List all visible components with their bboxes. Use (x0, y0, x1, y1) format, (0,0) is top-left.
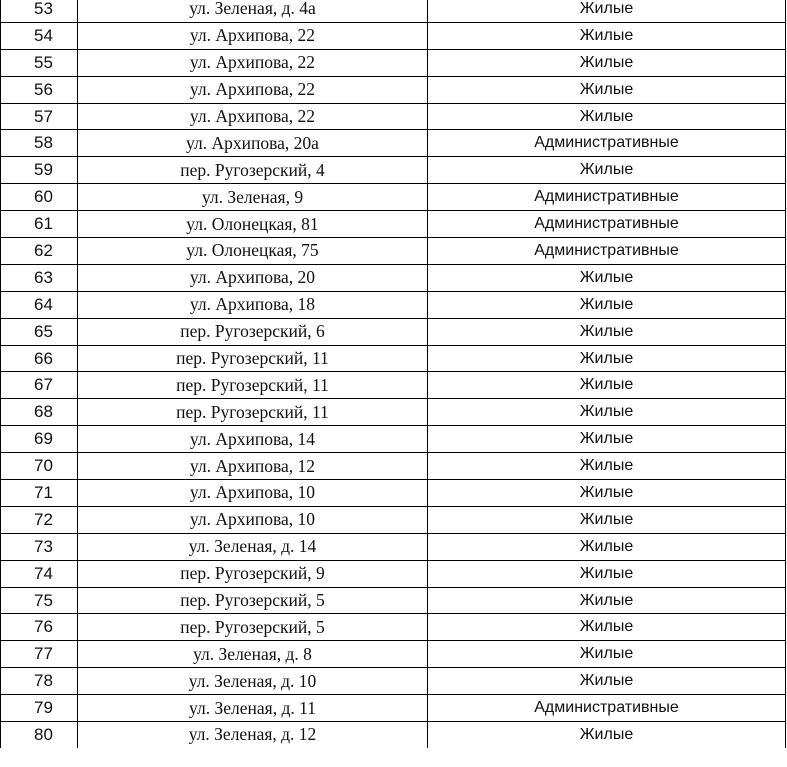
table-row (1, 49, 786, 76)
row-number-cell: 70 (1, 453, 78, 480)
building-type-cell: Жилые (428, 264, 786, 291)
table-row (1, 372, 786, 399)
address-cell: ул. Зеленая, д. 8 (78, 641, 428, 668)
address-cell: ул. Зеленая, д. 4а (78, 0, 428, 22)
row-number-cell: 75 (1, 587, 78, 614)
row-number-cell: 77 (1, 641, 78, 668)
building-type-cell: Жилые (428, 345, 786, 372)
address-cell: ул. Архипова, 20а (78, 130, 428, 157)
table-row (1, 453, 786, 480)
building-type-cell: Административные (428, 695, 786, 722)
row-number-cell: 54 (1, 22, 78, 49)
row-number-cell: 76 (1, 614, 78, 641)
building-type-cell: Жилые (428, 453, 786, 480)
building-type-cell: Жилые (428, 291, 786, 318)
building-type-cell: Жилые (428, 103, 786, 130)
table-row (1, 533, 786, 560)
building-type-cell: Жилые (428, 372, 786, 399)
table-row (1, 22, 786, 49)
building-type-cell: Административные (428, 184, 786, 211)
address-cell: ул. Архипова, 10 (78, 480, 428, 507)
address-cell: пер. Ругозерский, 11 (78, 345, 428, 372)
building-type-cell: Административные (428, 238, 786, 265)
table-row (1, 345, 786, 372)
row-number-cell: 73 (1, 533, 78, 560)
row-number-cell: 69 (1, 426, 78, 453)
address-cell: пер. Ругозерский, 9 (78, 560, 428, 587)
address-cell: ул. Зеленая, д. 14 (78, 533, 428, 560)
address-cell: ул. Архипова, 18 (78, 291, 428, 318)
row-number-cell: 78 (1, 668, 78, 695)
address-cell: ул. Зеленая, д. 12 (78, 722, 428, 748)
table-row (1, 264, 786, 291)
row-number-cell: 58 (1, 130, 78, 157)
table-row (1, 426, 786, 453)
table-row (1, 130, 786, 157)
table-row (1, 184, 786, 211)
row-number-cell: 66 (1, 345, 78, 372)
address-cell: ул. Архипова, 22 (78, 76, 428, 103)
address-cell: ул. Зеленая, д. 10 (78, 668, 428, 695)
address-cell: пер. Ругозерский, 5 (78, 614, 428, 641)
table-row (1, 668, 786, 695)
row-number-cell: 60 (1, 184, 78, 211)
building-type-cell: Жилые (428, 480, 786, 507)
table-row (1, 641, 786, 668)
building-type-cell: Жилые (428, 641, 786, 668)
address-cell: ул. Архипова, 14 (78, 426, 428, 453)
building-type-cell: Жилые (428, 157, 786, 184)
table-row (1, 291, 786, 318)
table-row (1, 614, 786, 641)
address-cell: пер. Ругозерский, 11 (78, 372, 428, 399)
row-number-cell: 79 (1, 695, 78, 722)
table-row (1, 238, 786, 265)
building-type-cell: Жилые (428, 22, 786, 49)
building-type-cell: Жилые (428, 560, 786, 587)
address-cell: ул. Архипова, 20 (78, 264, 428, 291)
building-type-cell: Жилые (428, 668, 786, 695)
table-row (1, 157, 786, 184)
table-row (1, 0, 786, 22)
address-cell: ул. Олонецкая, 75 (78, 238, 428, 265)
row-number-cell: 72 (1, 506, 78, 533)
building-type-cell: Жилые (428, 76, 786, 103)
building-type-cell: Жилые (428, 506, 786, 533)
table-row (1, 587, 786, 614)
address-cell: ул. Зеленая, 9 (78, 184, 428, 211)
building-type-cell: Жилые (428, 318, 786, 345)
table-row (1, 211, 786, 238)
table-row (1, 399, 786, 426)
row-number-cell: 65 (1, 318, 78, 345)
address-cell: пер. Ругозерский, 6 (78, 318, 428, 345)
address-cell: пер. Ругозерский, 5 (78, 587, 428, 614)
table-row (1, 506, 786, 533)
building-type-cell: Жилые (428, 587, 786, 614)
row-number-cell: 53 (1, 0, 78, 22)
address-cell: ул. Олонецкая, 81 (78, 211, 428, 238)
row-number-cell: 59 (1, 157, 78, 184)
address-cell: ул. Зеленая, д. 11 (78, 695, 428, 722)
table-row (1, 722, 786, 748)
address-cell: ул. Архипова, 12 (78, 453, 428, 480)
row-number-cell: 68 (1, 399, 78, 426)
building-type-cell: Жилые (428, 533, 786, 560)
table-body (1, 0, 786, 748)
address-cell: ул. Архипова, 22 (78, 22, 428, 49)
building-type-cell: Административные (428, 211, 786, 238)
row-number-cell: 55 (1, 49, 78, 76)
table-row (1, 695, 786, 722)
building-type-cell: Жилые (428, 722, 786, 748)
address-cell: ул. Архипова, 22 (78, 103, 428, 130)
row-number-cell: 64 (1, 291, 78, 318)
table-row (1, 318, 786, 345)
row-number-cell: 62 (1, 238, 78, 265)
row-number-cell: 63 (1, 264, 78, 291)
table-row (1, 103, 786, 130)
row-number-cell: 74 (1, 560, 78, 587)
address-cell: пер. Ругозерский, 11 (78, 399, 428, 426)
address-cell: ул. Архипова, 22 (78, 49, 428, 76)
building-type-cell: Жилые (428, 0, 786, 22)
table-row (1, 560, 786, 587)
row-number-cell: 56 (1, 76, 78, 103)
address-cell: ул. Архипова, 10 (78, 506, 428, 533)
row-number-cell: 67 (1, 372, 78, 399)
building-type-cell: Жилые (428, 426, 786, 453)
building-type-cell: Жилые (428, 614, 786, 641)
table-row (1, 76, 786, 103)
building-type-cell: Жилые (428, 399, 786, 426)
table-row (1, 480, 786, 507)
address-cell: пер. Ругозерский, 4 (78, 157, 428, 184)
row-number-cell: 80 (1, 722, 78, 748)
building-type-cell: Административные (428, 130, 786, 157)
row-number-cell: 57 (1, 103, 78, 130)
row-number-cell: 61 (1, 211, 78, 238)
building-type-cell: Жилые (428, 49, 786, 76)
row-number-cell: 71 (1, 480, 78, 507)
